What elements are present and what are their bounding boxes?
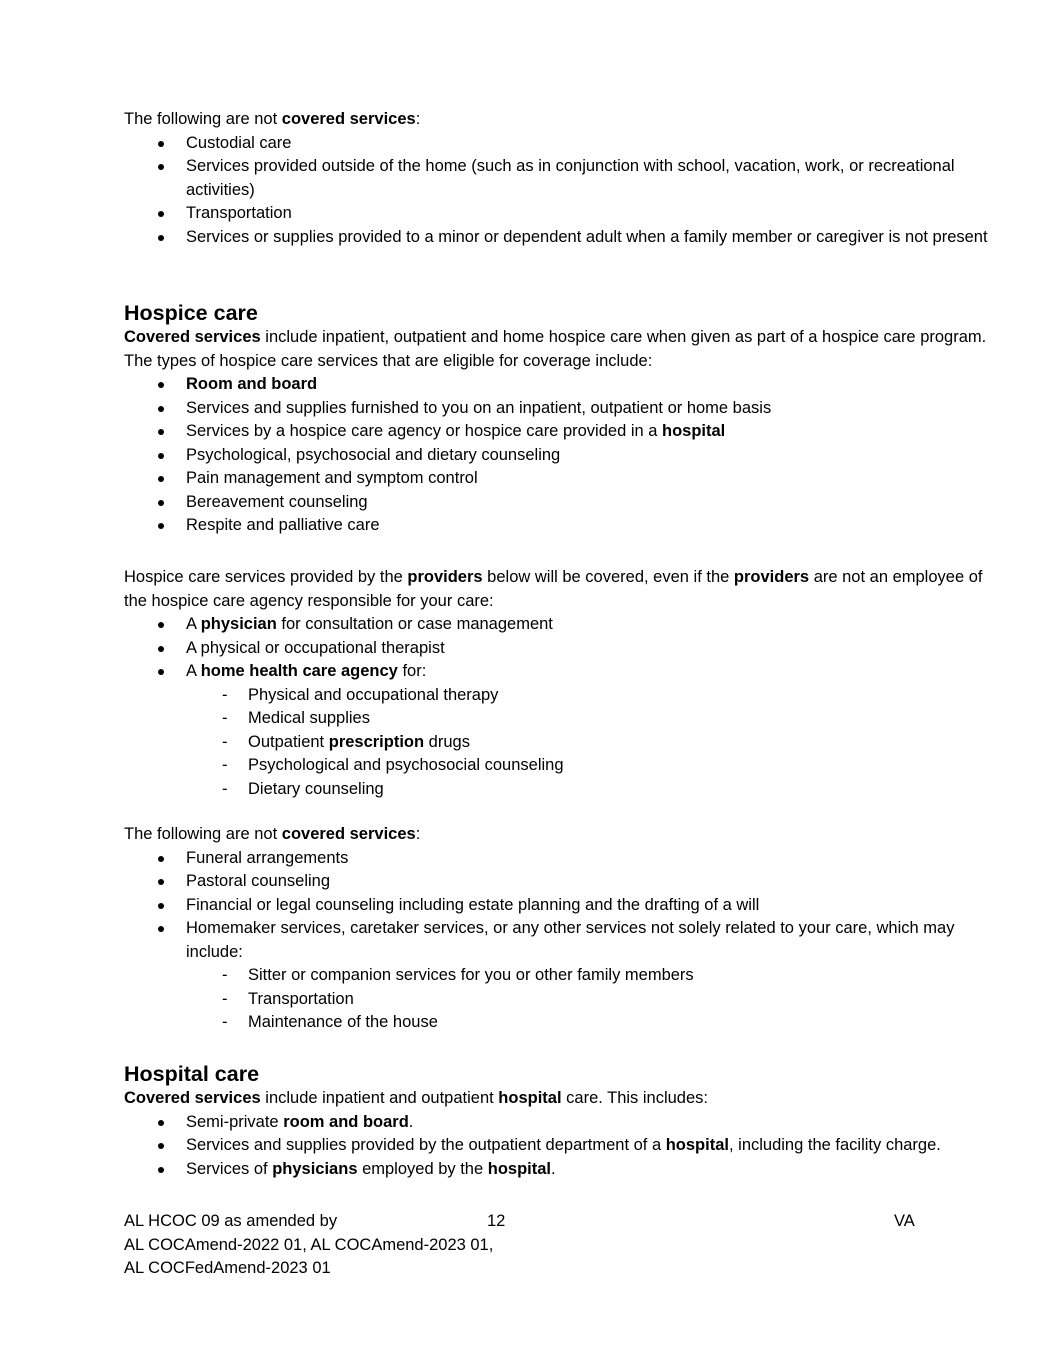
hospice-not-covered-list <box>124 847 1004 1035</box>
list-item: Funeral arrangements <box>124 847 1004 871</box>
list-item: Respite and palliative care <box>124 514 1004 538</box>
not-covered-intro: The following are not covered services: <box>124 110 421 128</box>
hospital-care-heading: Hospital care <box>124 1062 260 1086</box>
sublist-item: - Physical and occupational therapy <box>124 684 1004 708</box>
hospital-services-list <box>124 1111 1004 1182</box>
page-number: 12 <box>487 1212 506 1230</box>
hospice-services-list <box>124 373 1004 538</box>
list-item: Services provided outside of the home (such as in conjunction with school, vacation, work, or recreational activities) <box>124 155 1004 202</box>
home-health-sublist <box>186 684 1004 802</box>
hospice-not-covered-intro: The following are not covered services: <box>124 825 421 843</box>
list-item: Bereavement counseling <box>124 491 1004 515</box>
list-item: Pain management and symptom control <box>124 467 1004 491</box>
footer-line-3: AL COCFedAmend-2023 01 <box>124 1259 331 1277</box>
sublist-item: - Outpatient prescription drugs <box>124 731 1004 755</box>
sublist-item: - Sitter or companion services for you or other family members <box>124 964 1004 988</box>
providers-intro: Hospice care services provided by the providers below will be covered, even if the providers are not an employee of the hospice care agency responsible for your care: <box>124 568 983 610</box>
not-covered-section <box>124 108 1004 249</box>
not-covered-list <box>124 132 1004 250</box>
list-item: Psychological, psychosocial and dietary counseling <box>124 444 1004 468</box>
list-item: Pastoral counseling <box>124 870 1004 894</box>
list-item: Room and board <box>124 373 1004 397</box>
homemaker-sublist <box>186 964 1004 1035</box>
footer-line-1: AL HCOC 09 as amended by <box>124 1212 338 1230</box>
list-item: Services of physicians employed by the hospital. <box>124 1158 1004 1182</box>
hospice-providers-section <box>124 566 1004 801</box>
list-item: Custodial care <box>124 132 1004 156</box>
sublist-item: - Psychological and psychosocial counseling <box>124 754 1004 778</box>
providers-list <box>124 613 1004 801</box>
list-item: Services or supplies provided to a minor or dependent adult when a family member or caregiver is not present <box>124 226 1004 250</box>
list-item: A physician for consultation or case management <box>124 613 1004 637</box>
sublist-item: - Maintenance of the house <box>124 1011 1004 1035</box>
list-item: Homemaker services, caretaker services, or any other services not solely related to your care, which may include: - Sitter or companion services for you or other family members - Transportation - Maintenance of the house <box>124 917 1004 1035</box>
page-footer <box>124 1210 924 1281</box>
hospice-intro: Covered services include inpatient, outpatient and home hospice care when given as part of a hospice care program. The types of hospice care services that are eligible for coverage include: <box>124 328 987 370</box>
hospital-intro: Covered services include inpatient and outpatient hospital care. This includes: <box>124 1089 708 1107</box>
hospice-care-section <box>124 300 1004 538</box>
list-item: A home health care agency for: - Physical and occupational therapy - Medical supplies - Outpatient prescription drugs - Psychological and psychosocial counseling - Dietary counseling <box>124 660 1004 801</box>
list-item: Transportation <box>124 202 1004 226</box>
sublist-item: - Dietary counseling <box>124 778 1004 802</box>
list-item: Services by a hospice care agency or hospice care provided in a hospital <box>124 420 1004 444</box>
list-item: Semi-private room and board. <box>124 1111 1004 1135</box>
hospital-care-section <box>124 1061 1004 1181</box>
sublist-item: - Transportation <box>124 988 1004 1012</box>
list-item: Services and supplies provided by the outpatient department of a hospital, including the facility charge. <box>124 1134 1004 1158</box>
list-item: Services and supplies furnished to you on an inpatient, outpatient or home basis <box>124 397 1004 421</box>
footer-code: VA <box>894 1212 915 1230</box>
list-item: Financial or legal counseling including estate planning and the drafting of a will <box>124 894 1004 918</box>
footer-line-2: AL COCAmend-2022 01, AL COCAmend-2023 01, <box>124 1235 494 1254</box>
list-item: A physical or occupational therapist <box>124 637 1004 661</box>
hospice-care-heading: Hospice care <box>124 301 258 325</box>
hospice-not-covered-section <box>124 823 1004 1035</box>
sublist-item: - Medical supplies <box>124 707 1004 731</box>
